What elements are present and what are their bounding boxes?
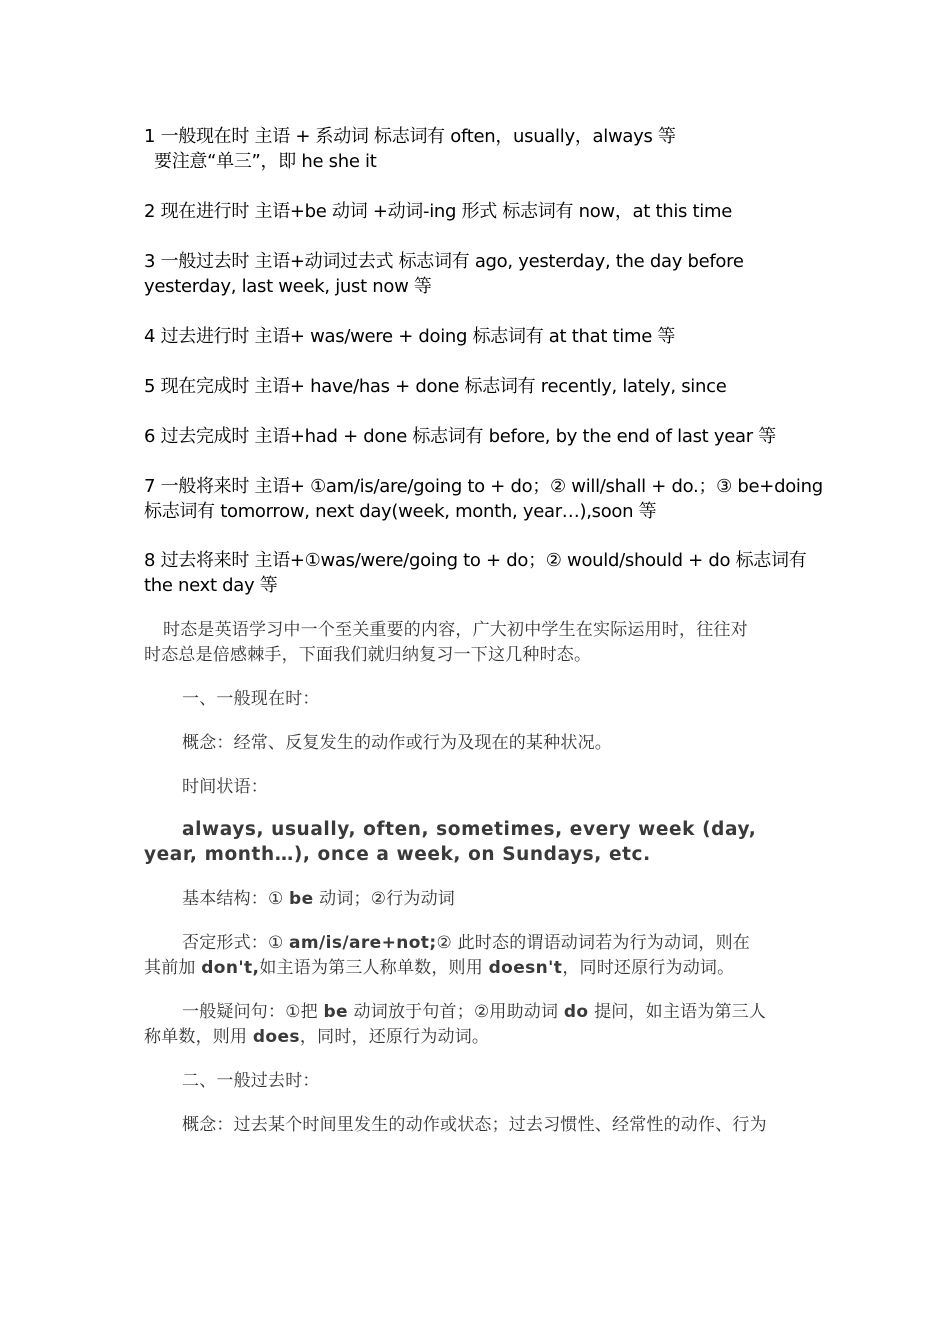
section-1-adverbs-line-1: always, usually, often, sometimes, every week (day, (182, 819, 757, 840)
question-form-line-1 (182, 1000, 766, 1024)
question-be: be (323, 1002, 348, 1022)
negative-dont: don't, (201, 958, 260, 978)
negative-line2-end: ，同时还原行为动词。 (562, 958, 735, 978)
question-line2-end: ，同时，还原行为动词。 (299, 1027, 490, 1047)
question-end: 提问，如主语为第三人 (588, 1002, 767, 1022)
structure-be: be (289, 889, 314, 909)
structure-mid: 动词；②行为动词 (313, 889, 455, 909)
intro-paragraph-line-1: 时态是英语学习中一个至关重要的内容，广大初中学生在实际运用时，往往对 (163, 620, 748, 640)
structure-prefix: 基本结构：① (182, 889, 290, 909)
section-2-concept: 概念：过去某个时间里发生的动作或状态；过去习惯性、经常性的动作、行为 (182, 1115, 767, 1135)
question-mid: 动词放于句首；②用助动词 (347, 1002, 564, 1022)
tense-item-3-cont: yesterday, last week, just now 等 (144, 276, 432, 297)
basic-structure (182, 887, 455, 911)
question-do: do (563, 1002, 589, 1022)
negative-mid: ② 此时态的谓语动词若为行为动词，则在 (436, 933, 750, 953)
negative-form-line-1 (182, 931, 750, 955)
section-1-adverbs-line-2: year, month…), once a week, on Sundays, etc. (144, 844, 651, 865)
tense-item-2: 2 现在进行时 主语+be 动词 +动词-ing 形式 标志词有 now，at this time (144, 201, 732, 222)
tense-item-8-cont: the next day 等 (144, 575, 278, 596)
tense-item-7-cont: 标志词有 tomorrow, next day(week, month, year…),soon 等 (144, 501, 657, 522)
question-line2-prefix: 称单数，则用 (144, 1027, 253, 1047)
negative-form-line-2 (144, 956, 734, 980)
tense-item-1-note: 要注意“单三”，即 he she it (154, 151, 377, 172)
question-prefix: 一般疑问句：①把 (182, 1002, 324, 1022)
negative-doesnt: doesn't (488, 958, 563, 978)
tense-item-1: 1 一般现在时 主语 + 系动词 标志词有 often，usually，always 等 (144, 126, 676, 147)
negative-form: am/is/are+not; (289, 933, 437, 953)
question-form-line-2 (144, 1025, 489, 1049)
section-1-time-label: 时间状语： (182, 777, 268, 797)
tense-item-4: 4 过去进行时 主语+ was/were + doing 标志词有 at that time 等 (144, 326, 676, 347)
tense-item-8: 8 过去将来时 主语+①was/were/going to + do；② would/should + do 标志词有 (144, 550, 807, 571)
section-1-concept: 概念：经常、反复发生的动作或行为及现在的某种状况。 (182, 733, 612, 753)
tense-item-3: 3 一般过去时 主语+动词过去式 标志词有 ago, yesterday, the day before (144, 251, 744, 272)
tense-item-5: 5 现在完成时 主语+ have/has + done 标志词有 recently, lately, since (144, 376, 727, 397)
tense-item-6: 6 过去完成时 主语+had + done 标志词有 before, by the end of last year 等 (144, 426, 776, 447)
negative-line2-prefix: 其前加 (144, 958, 202, 978)
section-2-heading: 二、一般过去时： (182, 1071, 320, 1091)
section-1-heading: 一、一般现在时： (182, 689, 320, 709)
tense-item-7: 7 一般将来时 主语+ ①am/is/are/going to + do；② will/shall + do.；③ be+doing (144, 476, 823, 497)
negative-line2-mid: 如主语为第三人称单数，则用 (259, 958, 489, 978)
negative-prefix: 否定形式：① (182, 933, 290, 953)
intro-paragraph-line-2: 时态总是倍感棘手，下面我们就归纳复习一下这几种时态。 (144, 645, 592, 665)
question-does: does (252, 1027, 300, 1047)
